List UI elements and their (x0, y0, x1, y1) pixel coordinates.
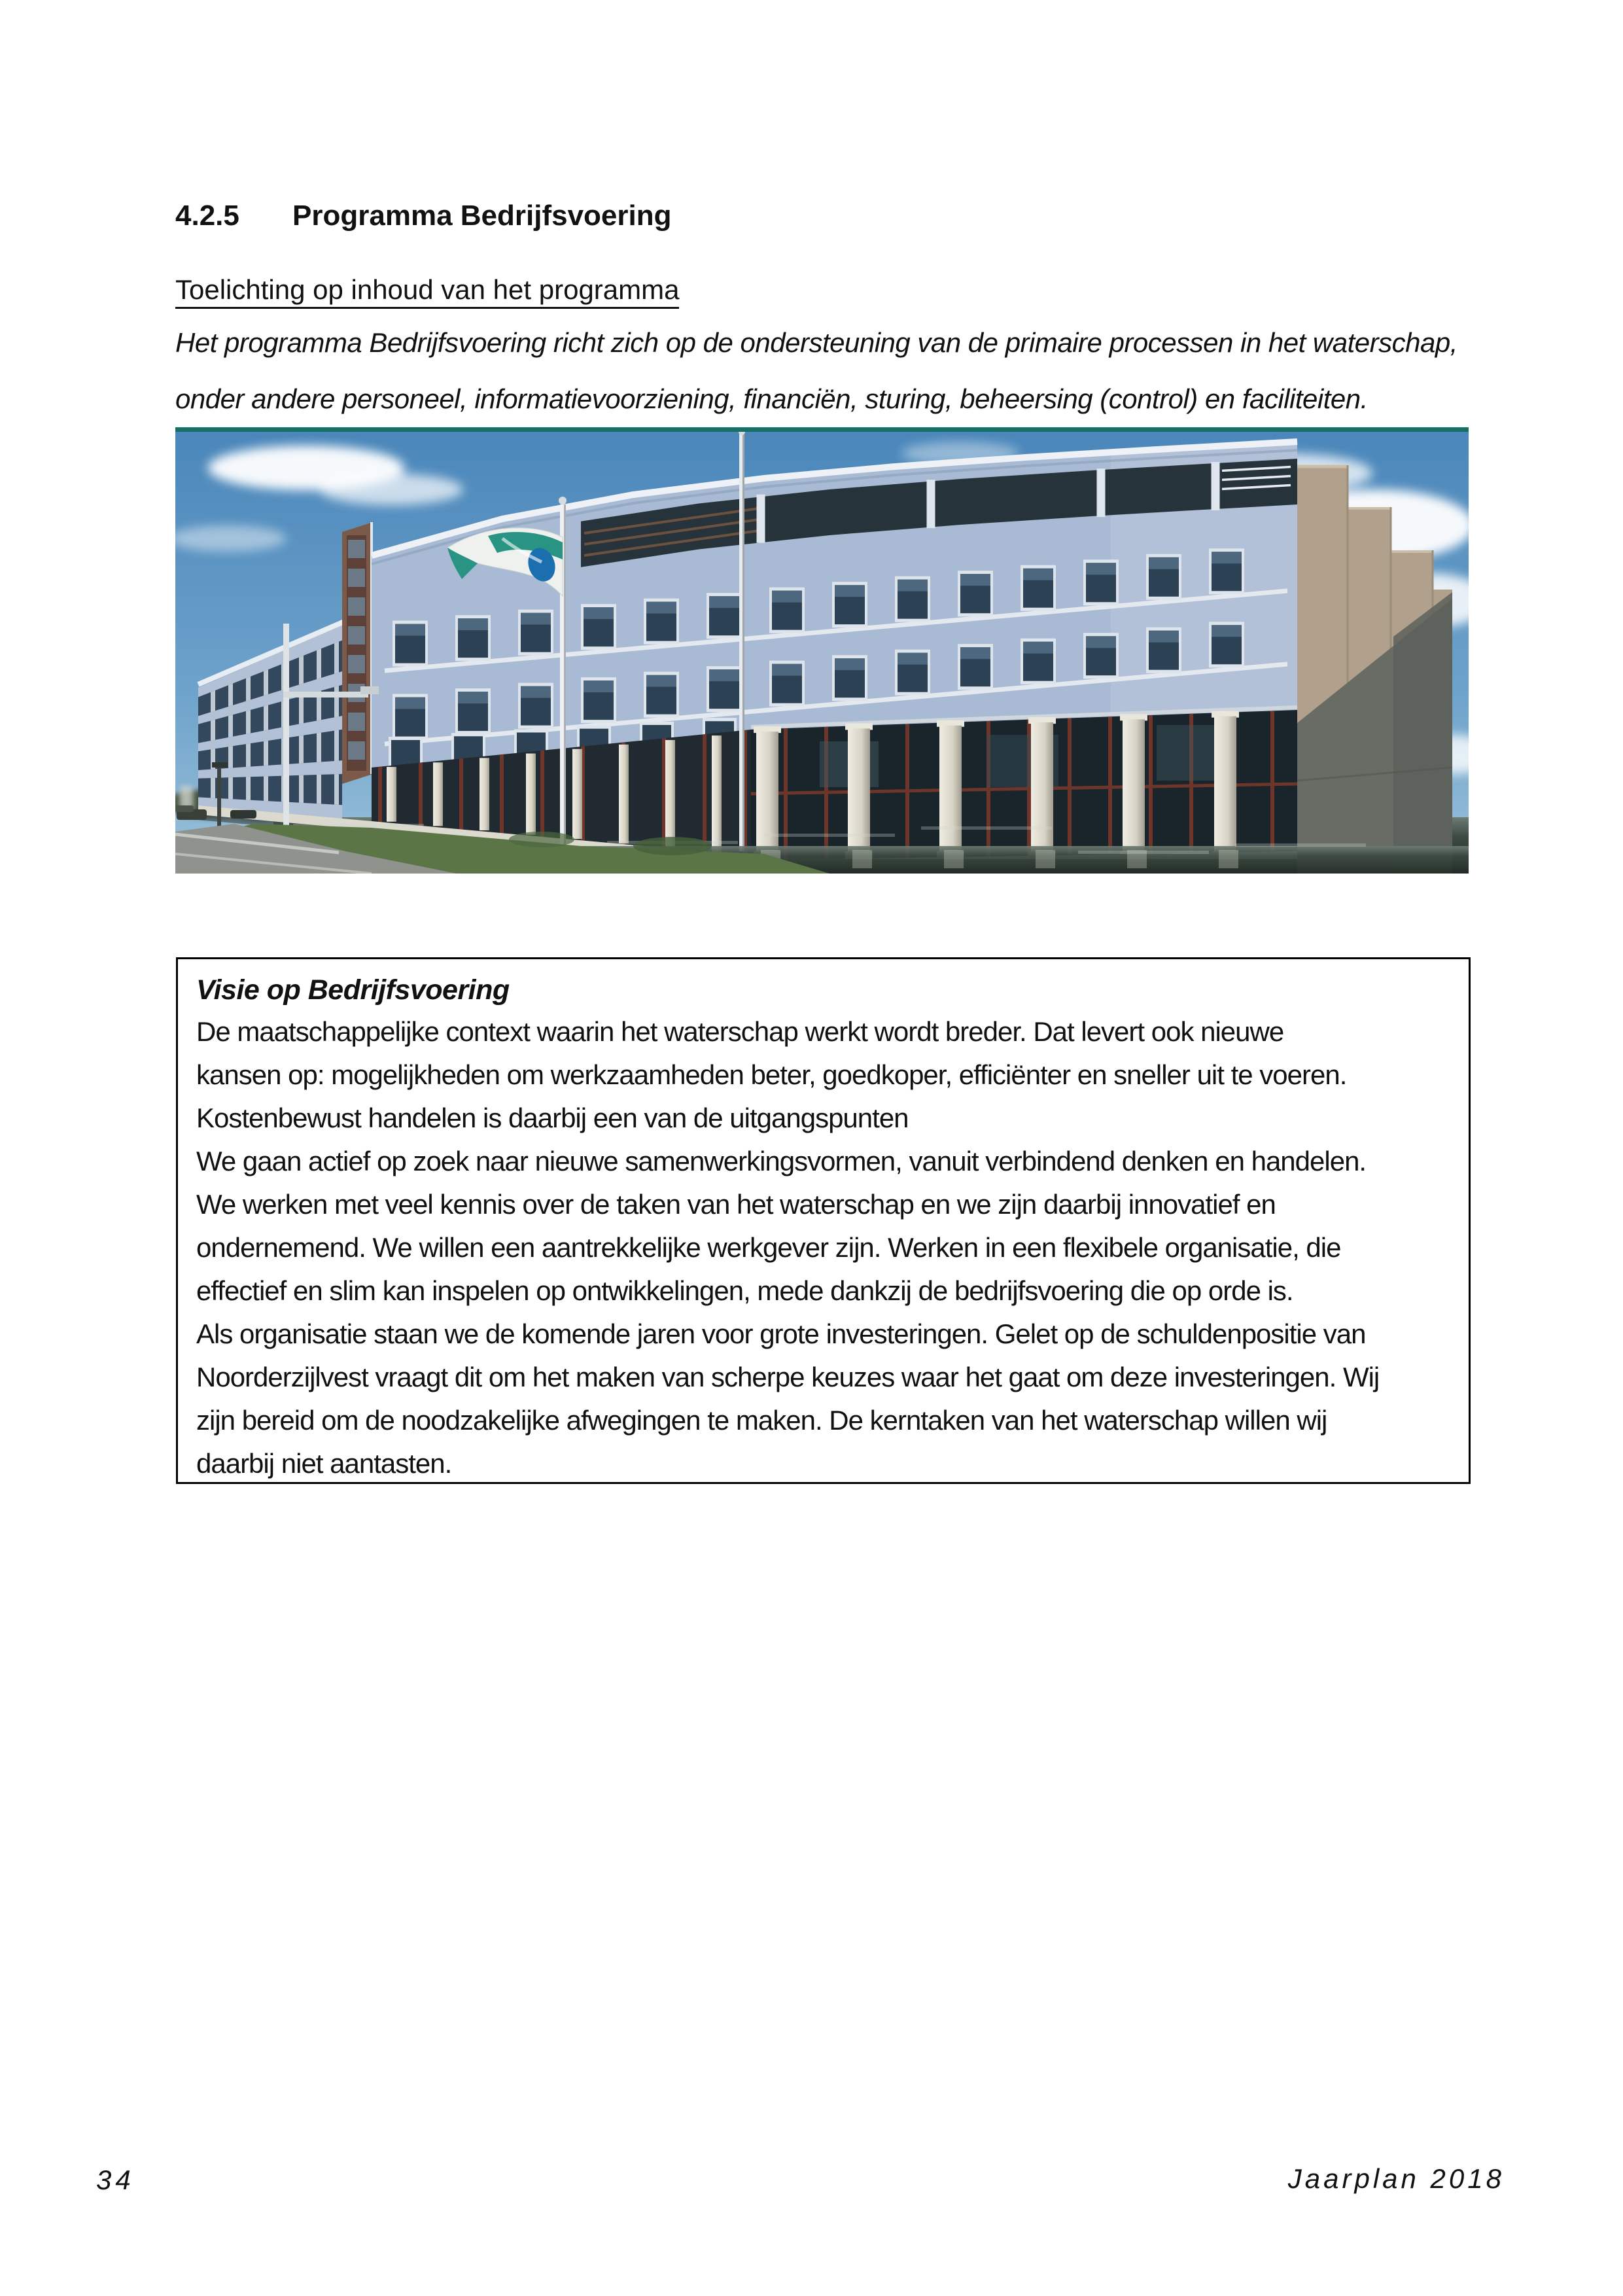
vision-box-title: Visie op Bedrijfsvoering (196, 974, 510, 1006)
footer-document-title: Jaarplan 2018 (1287, 2163, 1505, 2194)
vision-box-line: We gaan actief op zoek naar nieuwe samenwerkingsvormen, vanuit verbindend denken en handelen. (196, 1146, 1367, 1176)
intro-line: onder andere personeel, informatievoorziening, financiën, sturing, beheersing (control) en faciliteiten. (175, 383, 1368, 414)
vision-box-line: Noorderzijlvest vraagt dit om het maken van scherpe keuzes waar het gaat om deze investeringen. Wij (196, 1362, 1380, 1392)
building-photo (175, 427, 1469, 874)
subheading-text: Toelichting op inhoud van het programma (175, 274, 679, 309)
stair-tower (342, 522, 373, 784)
vision-box-line: We werken met veel kennis over de taken van het waterschap en we zijn daarbij innovatief en (196, 1189, 1276, 1220)
building-photo-svg (175, 427, 1469, 874)
subheading (175, 274, 679, 306)
section-title: Programma Bedrijfsvoering (292, 200, 672, 232)
vision-box-line: zijn bereid om de noodzakelijke afwegingen te maken. De kerntaken van het waterschap willen wij (196, 1405, 1327, 1436)
intro-line: Het programma Bedrijfsvoering richt zich op de ondersteuning van de primaire processen in het waterschap, (175, 327, 1457, 358)
vision-box-line: effectief en slim kan inspelen op ontwikkelingen, mede dankzij de bedrijfsvoering die op orde is. (196, 1275, 1293, 1306)
page-number: 34 (96, 2164, 135, 2195)
vision-box-line: kansen op: mogelijkheden om werkzaamheden beter, goedkoper, efficiënter en sneller uit te voeren. (196, 1059, 1347, 1090)
vision-box (176, 957, 1471, 1484)
section-heading (175, 200, 672, 232)
section-number: 4.2.5 (175, 200, 239, 232)
vision-box-line: Als organisatie staan we de komende jaren voor grote investeringen. Gelet op de schuldenpositie van (196, 1318, 1366, 1349)
vision-box-line: Kostenbewust handelen is daarbij een van de uitgangspunten (196, 1103, 909, 1133)
vision-box-line: ondernemend. We willen een aantrekkelijke werkgever zijn. Werken in een flexibele organisatie, die (196, 1232, 1341, 1263)
vision-box-line: daarbij niet aantasten. (196, 1448, 452, 1479)
vision-box-line: De maatschappelijke context waarin het waterschap werkt wordt breder. Dat levert ook nieuwe (196, 1016, 1284, 1047)
